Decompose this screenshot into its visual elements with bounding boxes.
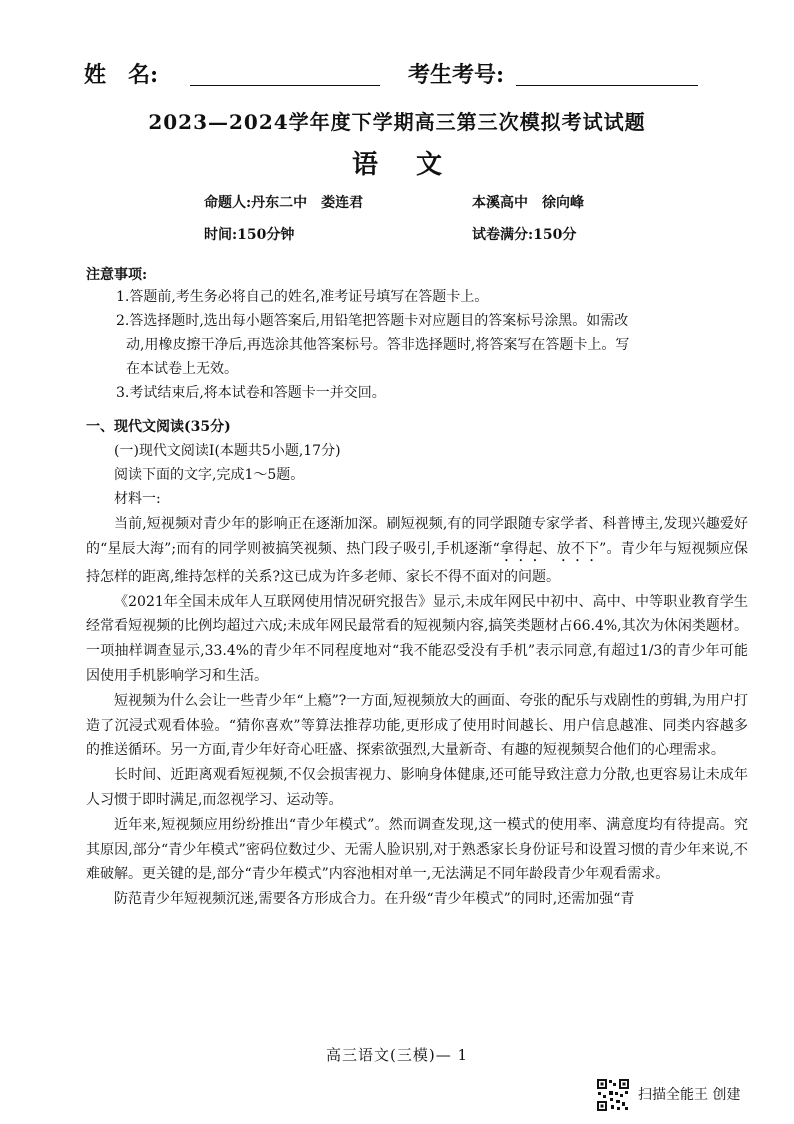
notice-item-2: 2.答选择题时,选出每小题答案后,用铅笔把答题卡对应题目的答案标号涂黑。如需改 [116, 313, 629, 329]
notice-item-2-cont: 动,用橡皮擦干净后,再选涂其他答案标号。答非选择题时,将答案写在答题卡上。写 [126, 337, 630, 353]
scanner-watermark: 扫描全能王 创建 [638, 1087, 741, 1103]
name-blank-line[interactable] [190, 85, 380, 86]
name-label: 姓 名: [84, 62, 159, 88]
notice-item-2-cont2: 在本试卷上无效。 [126, 361, 238, 377]
author-school-2: 本溪高中 徐向峰 [472, 195, 584, 211]
notice-item-1: 1.答题前,考生务必将自己的姓名,准考证号填写在答题卡上。 [116, 289, 489, 305]
paragraph-3: 短视频为什么会让一些青少年“上瘾”?一方面,短视频放大的画面、夸张的配乐与戏剧性的剪辑,为用户打造了沉浸式观看体验。“猜你喜欢”等算法推荐功能,更形成了使用时间越长、用户信息越准、同类内容越多的推送循环。另一方面,青少年好奇心旺盛、探索欲强烈,大量新奇、有趣的短视频契合他们的心理需求。 [86, 692, 748, 759]
qr-code-icon [596, 1078, 630, 1112]
subject-title: 语文 [351, 150, 480, 180]
exam-title: 2023—2024学年度下学期高三第三次模拟考试试题 [148, 110, 646, 134]
exam-number-label: 考生考号: [408, 62, 505, 88]
exam-full-score: 试卷满分:150分 [472, 227, 577, 243]
notice-list [86, 285, 726, 405]
exam-time: 时间:150分钟 [204, 227, 295, 243]
material-label: 材料一: [114, 491, 161, 507]
reading-passage [86, 512, 748, 912]
author-info: 命题人:丹东二中 娄连君 [204, 195, 364, 211]
notice-heading: 注意事项: [86, 267, 148, 283]
paragraph-1 [86, 512, 748, 590]
page-footer: 高三语文(三模)— 1 [325, 1046, 469, 1064]
paragraph-1-part-b: ”。青少年与短视频应保持怎样的距离,维持怎样的关系?这已成为许多老师、家长不得不面对的问题。 [86, 540, 749, 585]
exam-number-blank-line[interactable] [516, 85, 698, 86]
section-title: 一、现代文阅读(35分) [86, 419, 231, 435]
paragraph-1-emphasis: 拿得起、放不下 [499, 540, 600, 557]
paragraph-5: 近年来,短视频应用纷纷推出“青少年模式”。然而调查发现,这一模式的使用率、满意度均有待提高。究其原因,部分“青少年模式”密码位数过少、无需人脸识别,对于熟悉家长身份证号和设置习惯的青少年来说,不难破解。更关键的是,部分“青少年模式”内容池相对单一,无法满足不同年龄段青少年观看需求。 [86, 816, 748, 883]
paragraph-4: 长时间、近距离观看短视频,不仅会损害视力、影响身体健康,还可能导致注意力分散,也更容易让未成年人习惯于即时满足,而忽视学习、运动等。 [86, 767, 748, 808]
candidate-info-row [84, 58, 724, 92]
subsection-title: (一)现代文阅读I(本题共5小题,17分) [114, 443, 341, 459]
notice-item-3: 3.考试结束后,将本试卷和答题卡一并交回。 [116, 385, 386, 401]
paragraph-6: 防范青少年短视频沉迷,需要各方形成合力。在升级“青少年模式”的同时,还需加强“青 [114, 891, 635, 908]
paragraph-1-part-a: 当前,短视频对青少年的影响正在逐渐加深。刷短视频,有的同学跟随专家学者、科普博主,发现兴趣爱好的“星辰大海”;而有的同学则被搞笑视频、热门段子吸引,手机逐渐“ [86, 516, 748, 557]
reading-instruction: 阅读下面的文字,完成1～5题。 [114, 467, 305, 483]
paragraph-2: 《2021年全国未成年人互联网使用情况研究报告》显示,未成年网民中初中、高中、中等职业教育学生经常看短视频的比例均超过六成;未成年网民最常看的短视频内容,搞笑类题材占66.4%,其次为休闲类题材。一项抽样调查显示,33.4%的青少年不同程度地对“我不能忍受没有手机”表示同意,有超过1/3的青少年可能因使用手机影响学习和生活。 [86, 593, 748, 684]
